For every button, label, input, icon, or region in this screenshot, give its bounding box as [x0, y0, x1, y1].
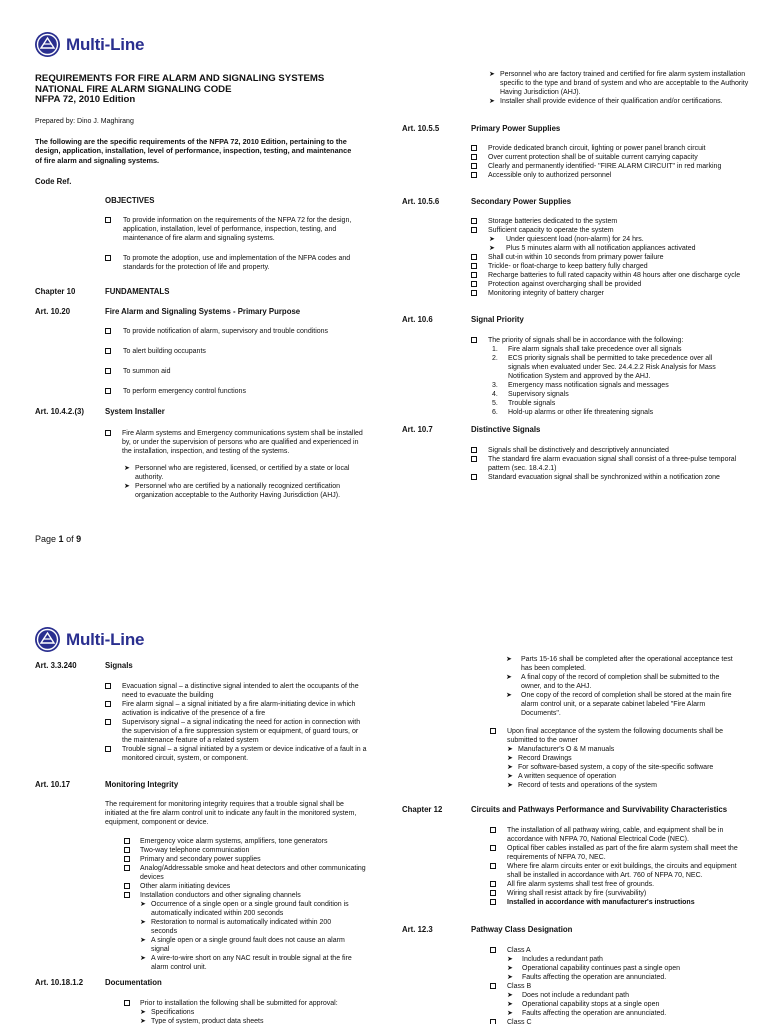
sub-item: ➤ Faults affecting the operation are annunciated. [507, 974, 667, 981]
primary-power-list [471, 144, 761, 180]
sub-item: ➤ Operational capability stops at a single open [507, 1001, 660, 1008]
logo-emblem-icon [35, 32, 60, 57]
sub-item: ➤ Manufacturer's O & M manuals [507, 746, 615, 753]
logo-emblem-icon [35, 627, 60, 652]
list-item: Storage batteries dedicated to the system [471, 217, 761, 226]
list-item: The installation of all pathway wiring, cable, and equipment shall be in accordance with NFPA 70, National Electrical Code (NEC). [490, 826, 742, 844]
checkbox-icon [471, 447, 477, 453]
arrow-bullet-icon: ➤ [507, 965, 513, 972]
sub-item: ➤ Faults affecting the operation are annunciated. [507, 1010, 667, 1017]
sub-item: ➤ Personnel who are registered, licensed, or certified by a state or local authority. [124, 465, 350, 481]
article-heading: Pathway Class Designation [471, 925, 573, 934]
checkbox-icon [124, 856, 130, 862]
list-item: Prior to installation the following shall be submitted for approval: [124, 999, 366, 1008]
checkbox-icon [105, 348, 111, 354]
checkbox-icon [490, 728, 496, 734]
list-item: Upon final acceptance of the system the following documents shall be submitted to the owner [490, 727, 742, 745]
checkbox-icon [490, 863, 496, 869]
article-ref: Art. 10.20 [35, 307, 71, 316]
checkbox-icon [105, 217, 111, 223]
documentation-list [124, 999, 366, 1024]
sub-list [490, 745, 718, 790]
numbered-list [471, 345, 733, 417]
list-item: Analog/Addressable smoke and heat detectors and other communicating devices [124, 864, 366, 882]
sub-item: ➤ Record of tests and operations of the system [507, 782, 657, 789]
sub-item: ➤ Record Drawings [507, 755, 572, 762]
numbered-item: 3. Emergency mass notification signals and messages [492, 382, 669, 389]
objectives-heading: OBJECTIVES [105, 196, 155, 205]
sub-item: ➤ Personnel who are factory trained and certified for fire alarm system installation specific to the type and brand of system and who are acceptable to the Authority Having Jurisdiction (AHJ). [489, 71, 749, 96]
checkbox-icon [124, 838, 130, 844]
list-item: Over current protection shall be of suitable current carrying capacity [471, 153, 761, 162]
arrow-bullet-icon: ➤ [507, 992, 513, 999]
list-item: Signals shall be distinctively and descriptively annunciated [471, 446, 741, 455]
checkbox-icon [471, 254, 477, 260]
list-item: Protection against overcharging shall be provided [471, 280, 761, 289]
list-item: Installed in accordance with manufacturer's instructions [490, 898, 742, 907]
sub-item: ➤ Parts 15-16 shall be completed after the operational acceptance test has been completed. [506, 656, 733, 672]
numbered-item: 2. ECS priority signals shall be permitted to take precedence over all signals when evaluated under Sec. 24.4.2.2 Risk Analysis for Mass Notification System and approved by the AHJ. [492, 355, 716, 380]
checkbox-icon [490, 947, 496, 953]
arrow-bullet-icon: ➤ [507, 773, 513, 780]
arrow-bullet-icon: ➤ [140, 919, 146, 926]
arrow-bullet-icon: ➤ [507, 782, 513, 789]
arrow-bullet-icon: ➤ [507, 755, 513, 762]
sub-item: ➤ Type of system, product data sheets [140, 1018, 264, 1024]
list-item: To summon aid [105, 367, 365, 387]
arrow-bullet-icon: ➤ [140, 955, 146, 962]
article-heading: Fire Alarm and Signaling Systems - Primary Purpose [105, 307, 301, 316]
list-item: To alert building occupants [105, 347, 365, 367]
checkbox-icon [471, 272, 477, 278]
list-item: To provide notification of alarm, supervisory and trouble conditions [105, 327, 365, 347]
checkbox-icon [471, 263, 477, 269]
final-acceptance-list [490, 727, 742, 790]
page-number: Page 1 of 9 [35, 534, 82, 544]
list-item: Emergency voice alarm systems, amplifiers, tone generators [124, 837, 366, 846]
sub-item: ➤ Operational capability continues past a single open [507, 965, 680, 972]
sub-item: ➤ Includes a redundant path [507, 956, 603, 963]
checkbox-icon [471, 337, 477, 343]
checkbox-icon [105, 255, 111, 261]
arrow-bullet-icon: ➤ [140, 1018, 146, 1024]
sub-item: ➤ For software-based system, a copy of the site-specific software [507, 764, 714, 771]
numbered-item: 4. Supervisory signals [492, 391, 569, 398]
checkbox-icon [490, 890, 496, 896]
article-heading: System Installer [105, 407, 165, 416]
arrow-bullet-icon: ➤ [489, 71, 495, 78]
chapter-heading: FUNDAMENTALS [105, 287, 170, 296]
list-item: Recharge batteries to full rated capacity within 48 hours after one discharge cycle [471, 271, 741, 280]
arrow-bullet-icon: ➤ [140, 937, 146, 944]
article-ref: Art. 10.5.6 [402, 197, 440, 206]
sub-item: ➤ Does not include a redundant path [507, 992, 630, 999]
sub-item: ➤ A written sequence of operation [507, 773, 617, 780]
checkbox-icon [471, 172, 477, 178]
list-item: Other alarm initiating devices [124, 882, 366, 891]
objectives-list [105, 216, 365, 272]
monitoring-integrity-list [124, 837, 366, 972]
checkbox-icon [105, 368, 111, 374]
sub-item: ➤ A single open or a single ground fault does not cause an alarm signal [140, 937, 345, 953]
list-item: To perform emergency control functions [105, 387, 365, 407]
company-logo [35, 627, 144, 652]
arrow-bullet-icon: ➤ [489, 245, 495, 252]
arrow-bullet-icon: ➤ [507, 1010, 513, 1017]
list-item: Evacuation signal – a distinctive signal intended to alert the occupants of the need to evacuate the building [105, 682, 367, 700]
list-item: Provide dedicated branch circuit, lighting or power panel branch circuit [471, 144, 761, 153]
arrow-bullet-icon: ➤ [489, 98, 495, 105]
list-item: Standard evacuation signal shall be synchronized within a notification zone [471, 473, 741, 482]
article-heading: Primary Power Supplies [471, 124, 561, 133]
document-page-2 [0, 618, 768, 1024]
purpose-list [105, 327, 365, 407]
prepared-by: Prepared by: Dino J. Maghirang [35, 118, 134, 125]
logo-wordmark: Multi-Line [66, 629, 145, 649]
list-item: Fire Alarm systems and Emergency communications system shall be installed by, or under the supervision of persons who are qualified and experienced in the installation, inspection, and testing of the systems. [105, 429, 365, 456]
title-line: REQUIREMENTS FOR FIRE ALARM AND SIGNALING SYSTEMS [35, 73, 325, 84]
list-item: Trouble signal – a signal initiated by a system or device indicative of a fault in a monitored circuit, system, or component. [105, 745, 367, 763]
arrow-bullet-icon: ➤ [140, 1009, 146, 1016]
sub-item: ➤ One copy of the record of completion shall be stored at the main fire alarm control unit, or a separate cabinet labeled "Fire Alarm Documents". [506, 692, 732, 717]
installer-list [105, 429, 365, 500]
article-heading: Signals [105, 661, 133, 670]
sub-item: ➤ Restoration to normal is automatically indicated within 200 seconds [140, 919, 332, 935]
company-logo [35, 32, 144, 57]
sub-list [124, 1008, 366, 1024]
page-gap [0, 560, 768, 618]
checkbox-icon [490, 899, 496, 905]
article-ref: Art. 10.5.5 [402, 124, 440, 133]
sub-item: ➤ Installer shall provide evidence of their qualification and/or certifications. [489, 98, 723, 105]
list-item: Class B [490, 982, 742, 991]
article-heading: Documentation [105, 978, 162, 987]
numbered-item: 6. Hold-up alarms or other life threatening signals [492, 409, 654, 416]
chapter-heading: Circuits and Pathways Performance and Survivability Characteristics [471, 805, 728, 814]
list-item: Accessible only to authorized personnel [471, 171, 761, 180]
list-item: Trickle- or float-charge to keep battery fully charged [471, 262, 761, 271]
checkbox-icon [490, 881, 496, 887]
sub-item: ➤ Plus 5 minutes alarm with all notification appliances activated [489, 245, 696, 252]
code-ref-label: Code Ref. [35, 177, 72, 186]
list-item: The standard fire alarm evacuation signal shall consist of a three-pulse temporal pattern (sec. 18.4.2.1) [471, 455, 741, 473]
arrow-bullet-icon: ➤ [506, 674, 512, 681]
checkbox-icon [490, 827, 496, 833]
sub-item: ➤ Under quiescent load (non-alarm) for 24 hrs. [489, 236, 644, 243]
checkbox-icon [490, 1019, 496, 1024]
checkbox-icon [471, 145, 477, 151]
arrow-bullet-icon: ➤ [507, 764, 513, 771]
title-line: NFPA 72, 2010 Edition [35, 94, 136, 106]
numbered-item: 5. Trouble signals [492, 400, 556, 407]
article-heading: Monitoring Integrity [105, 780, 179, 789]
checkbox-icon [105, 719, 111, 725]
list-item: To promote the adoption, use and implementation of the NFPA codes and standards for the protection of life and property. [105, 254, 365, 272]
article-ref: Art. 3.3.240 [35, 661, 77, 670]
list-item: Fire alarm signal – a signal initiated by a fire alarm-initiating device in which activation is indicative of the presence of a fire [105, 700, 367, 718]
list-item: All fire alarm systems shall test free of grounds. [490, 880, 742, 889]
arrow-bullet-icon: ➤ [507, 974, 513, 981]
sub-list [490, 955, 742, 982]
checkbox-icon [105, 683, 111, 689]
title-line: NATIONAL FIRE ALARM SIGNALING CODE [35, 83, 232, 95]
checkbox-icon [471, 456, 477, 462]
pathway-class-list [490, 946, 742, 1024]
arrow-bullet-icon: ➤ [507, 746, 513, 753]
checkbox-icon [105, 430, 111, 436]
arrow-bullet-icon: ➤ [124, 483, 130, 490]
article-ref: Art. 12.3 [402, 925, 433, 934]
sub-list [124, 900, 354, 972]
circuits-pathways-list [490, 826, 742, 907]
list-item: Two-way telephone communication [124, 846, 366, 855]
list-item: Supervisory signal – a signal indicating the need for action in connection with the supervision of a fire suppression system or equipment, of guard tours, or the maintenance feature of a related system [105, 718, 367, 745]
article-heading: Distinctive Signals [471, 425, 541, 434]
sub-item: ➤ Specifications [140, 1009, 195, 1016]
list-item: To provide information on the requirements of the NFPA 72 for the design, application, installation, level of performance, inspection, testing, and maintenance of fire alarm and signaling systems. [105, 216, 365, 243]
article-heading: Signal Priority [471, 315, 524, 324]
checkbox-icon [471, 163, 477, 169]
arrow-bullet-icon: ➤ [506, 692, 512, 699]
checkbox-icon [124, 865, 130, 871]
list-item: Primary and secondary power supplies [124, 855, 366, 864]
documentation-list-continued [506, 655, 734, 718]
secondary-power-list [471, 217, 761, 298]
checkbox-icon [105, 746, 111, 752]
sub-list [490, 991, 742, 1018]
arrow-bullet-icon: ➤ [506, 656, 512, 663]
checkbox-icon [124, 847, 130, 853]
article-ref: Art. 10.7 [402, 425, 433, 434]
list-item: Wiring shall resist attack by fire (survivability) [490, 889, 742, 898]
sub-item: ➤ Occurrence of a single open or a single ground fault condition is automatically indicated within 200 seconds [140, 901, 349, 917]
checkbox-icon [105, 328, 111, 334]
distinctive-signals-list [471, 446, 741, 482]
checkbox-icon [471, 218, 477, 224]
sub-item: ➤ A final copy of the record of completion shall be submitted to the owner, and to the AHJ. [506, 674, 720, 690]
checkbox-icon [124, 892, 130, 898]
article-ref: Art. 10.18.1.2 [35, 978, 84, 987]
checkbox-icon [105, 701, 111, 707]
signal-priority-list [471, 336, 761, 417]
list-item: Sufficient capacity to operate the system [471, 226, 761, 235]
logo-wordmark: Multi-Line [66, 34, 145, 54]
list-item: Installation conductors and other signaling channels [124, 891, 366, 900]
list-item: Clearly and permanently identified- "FIRE ALARM CIRCUIT" in red marking [471, 162, 746, 171]
checkbox-icon [471, 227, 477, 233]
document-title [35, 74, 375, 106]
checkbox-icon [124, 883, 130, 889]
list-item: Shall cut-in within 10 seconds from primary power failure [471, 253, 761, 262]
chapter-ref: Chapter 10 [35, 287, 76, 296]
checkbox-icon [471, 281, 477, 287]
checkbox-icon [471, 154, 477, 160]
checkbox-icon [490, 845, 496, 851]
sub-list [471, 235, 761, 253]
monitoring-integrity-paragraph: The requirement for monitoring integrity requires that a trouble signal shall be initiated at the fire alarm control unit to indicate any fault in the monitored system, equipment, component or device. [105, 801, 357, 826]
signals-definitions-list [105, 682, 367, 763]
arrow-bullet-icon: ➤ [507, 1001, 513, 1008]
sub-list [105, 464, 355, 500]
list-item: Class A [490, 946, 742, 955]
list-item: Class C [490, 1018, 742, 1024]
arrow-bullet-icon: ➤ [124, 465, 130, 472]
article-ref: Art. 10.17 [35, 780, 71, 789]
intro-paragraph: The following are the specific requirements of the NFPA 72, 2010 Edition, pertaining to the design, application, installation, level of performance, inspection, testing, and maintenance of fire alarm and signaling systems. [35, 137, 352, 165]
list-item: Monitoring integrity of battery charger [471, 289, 761, 298]
list-item: Optical fiber cables installed as part of the fire alarm system shall meet the requirements of NFPA 70, NEC. [490, 844, 742, 862]
arrow-bullet-icon: ➤ [507, 956, 513, 963]
checkbox-icon [105, 388, 111, 394]
chapter-ref: Chapter 12 [402, 805, 443, 814]
checkbox-icon [471, 290, 477, 296]
arrow-bullet-icon: ➤ [489, 236, 495, 243]
checkbox-icon [471, 474, 477, 480]
list-item: The priority of signals shall be in accordance with the following: [471, 336, 761, 345]
article-ref: Art. 10.6 [402, 315, 433, 324]
checkbox-icon [490, 983, 496, 989]
list-item: Where fire alarm circuits enter or exit buildings, the circuits and equipment shall be installed in accordance with Art. 760 of NFPA 70, NEC. [490, 862, 742, 880]
article-ref: Art. 10.4.2.(3) [35, 407, 84, 416]
installer-list-continued [489, 70, 759, 106]
arrow-bullet-icon: ➤ [140, 901, 146, 908]
numbered-item: 1. Fire alarm signals shall take precedence over all signals [492, 346, 682, 353]
sub-item: ➤ A wire-to-wire short on any NAC result in trouble signal at the fire alarm control unit. [140, 955, 352, 971]
checkbox-icon [124, 1000, 130, 1006]
sub-item: ➤ Personnel who are certified by a nationally recognized certification organization acceptable to the Authority Having Jurisdiction (AHJ). [124, 483, 341, 499]
article-heading: Secondary Power Supplies [471, 197, 572, 206]
